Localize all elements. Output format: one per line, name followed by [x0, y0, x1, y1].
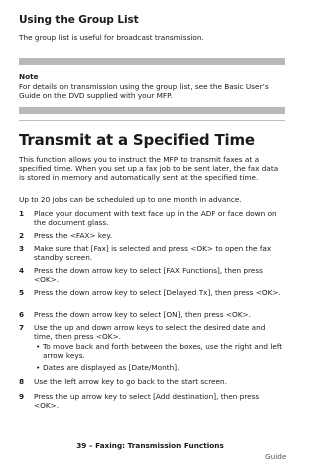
note-bottom-bar	[19, 107, 285, 114]
job-limit-text: Up to 20 jobs can be scheduled up to one month in advance.	[19, 195, 242, 204]
page-footer: 39 – Faxing: Transmission Functions	[76, 441, 224, 450]
step-number: 8	[19, 377, 25, 386]
step-text: Press the up arrow key to select [Add destination], then press <OK>.	[34, 392, 260, 411]
page-title: Transmit at a Specified Time	[19, 131, 255, 149]
step-text: Use the left arrow key to go back to the start screen.	[34, 377, 227, 386]
step-text: Press the down arrow key to select [FAX Functions], then press <OK>.	[34, 266, 263, 285]
step-text: Press the <FAX> key.	[34, 231, 112, 240]
divider	[19, 120, 285, 121]
step-number: 5	[19, 288, 25, 297]
section-heading: Using the Group List	[19, 14, 139, 26]
step-text: Make sure that [Fax] is selected and press <OK> to open the fax standby screen.	[34, 244, 272, 263]
step-number: 7	[19, 323, 25, 332]
bullet-icon: •	[36, 342, 41, 351]
note-label: Note	[19, 72, 39, 81]
note-top-bar	[19, 58, 285, 65]
step-text: Place your document with text face up in the ADF or face down on the document glass.	[34, 209, 277, 228]
step-text: Press the down arrow key to select [Delayed Tx], then press <OK>.	[34, 288, 281, 297]
step-number: 4	[19, 266, 25, 275]
step-number: 3	[19, 244, 25, 253]
step-number: 2	[19, 231, 25, 240]
step-text: Use the up and down arrow keys to select the desired date and time, then press <OK>.	[34, 323, 266, 342]
bullet-icon: •	[36, 363, 41, 372]
step-number: 9	[19, 392, 25, 401]
section-intro: The group list is useful for broadcast transmission.	[19, 33, 204, 42]
bullet-text: Dates are displayed as [Date/Month].	[43, 363, 180, 372]
step-number: 6	[19, 310, 25, 319]
step-number: 1	[19, 209, 25, 218]
note-text: For details on transmission using the group list, see the Basic User’s Guide on the DVD supplied with your MFP.	[19, 82, 269, 101]
bullet-text: To move back and forth between the boxes, use the right and left arrow keys.	[43, 342, 283, 361]
guide-label: Guide	[265, 452, 287, 461]
section-intro: This function allows you to instruct the MFP to transmit faxes at a specified time. When you set up a fax job to be sent later, the fax data is stored in memory and automatically sent at the specified time.	[19, 155, 279, 183]
step-text: Press the down arrow key to select [ON], then press <OK>.	[34, 310, 251, 319]
